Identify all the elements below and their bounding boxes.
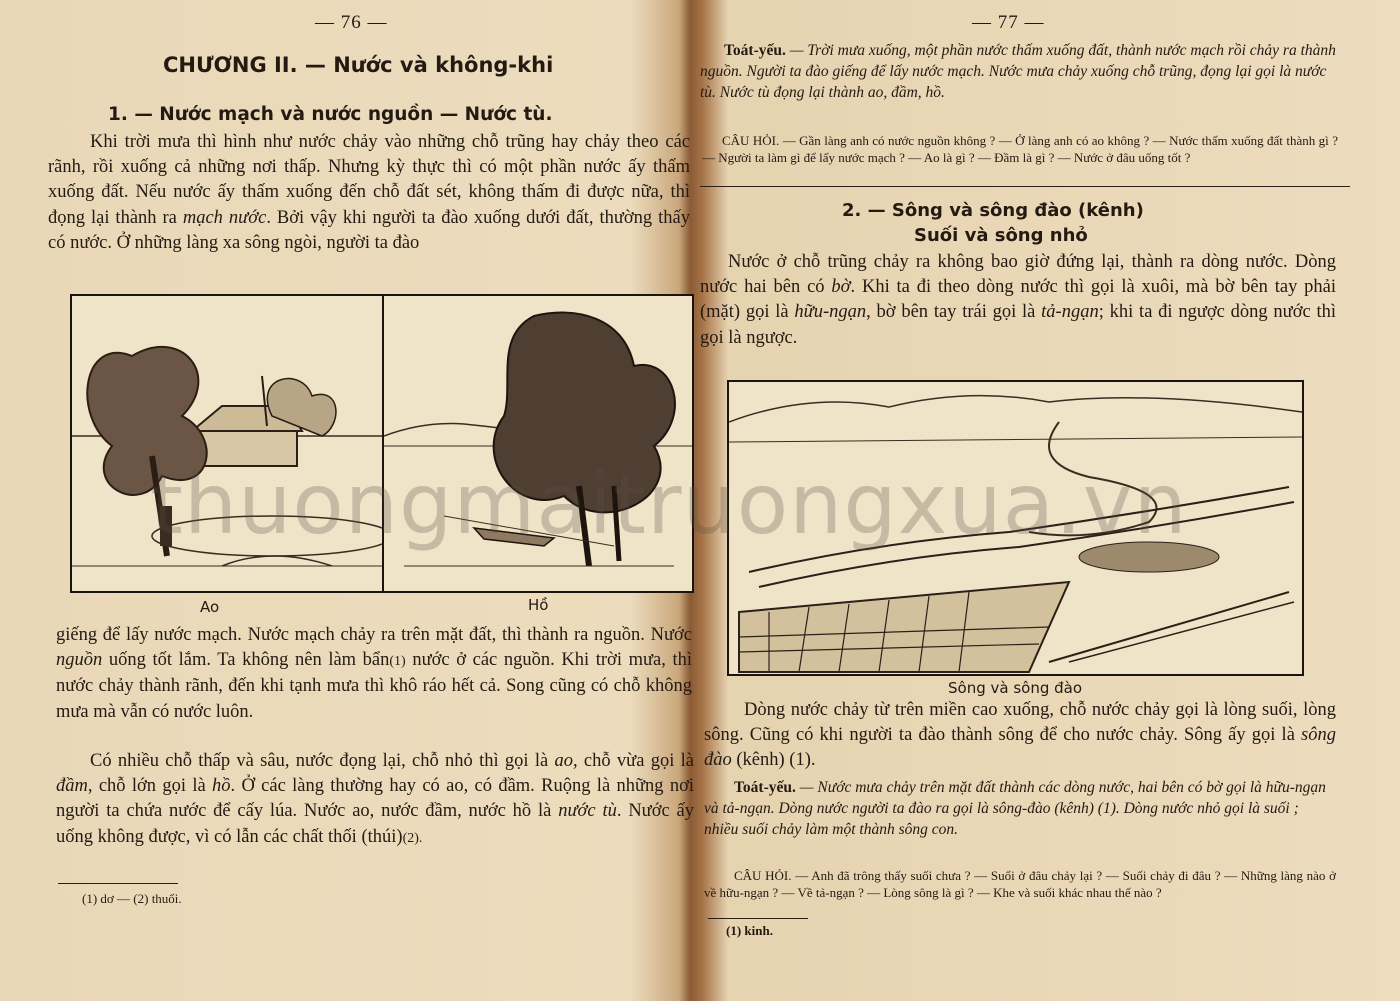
summary bbox=[700, 40, 1336, 103]
summary bbox=[704, 777, 1336, 840]
summary-text: — Nước mưa chảy trên mặt đất thành các dòng nước, hai bên có bờ gọi là hữu-ngạn và tả-ngạn. Dòng nước người ta đào ra gọi là sông-đào (kênh) (1). Dòng nước nhỏ gọi là suối ; nhiều suối chảy làm một thành sông con. bbox=[704, 779, 1326, 838]
summary-label: Toát-yếu. bbox=[724, 42, 786, 59]
summary-label: Toát-yếu. bbox=[734, 779, 796, 796]
footnote-rule bbox=[58, 883, 178, 884]
text: , chỗ lớn gọi là bbox=[87, 776, 213, 797]
text: giếng để lấy nước mạch. Nước mạch chảy ra trên mặt đất, thì thành ra nguồn. Nước bbox=[56, 625, 692, 645]
text: , chỗ vừa gọi là bbox=[573, 751, 694, 771]
watermark-text: thuongmaitruongxua.vn bbox=[150, 455, 1188, 553]
text: . Bởi vậy khi người ta đào xuống dưới đất, thường thấy có nước. Ở những làng xa sông ngòi, người ta đào bbox=[48, 207, 690, 253]
term: đầm bbox=[56, 776, 88, 797]
paragraph bbox=[56, 623, 692, 725]
text: , bờ bên tay trái gọi là bbox=[866, 302, 1042, 323]
paragraph bbox=[48, 130, 690, 256]
text: ; khi ta đi ngược dòng nước thì gọi là ngược. bbox=[700, 302, 1336, 348]
figure-caption: Ao bbox=[200, 598, 220, 616]
chapter-title: CHƯƠNG II. — Nước và không-khi bbox=[163, 53, 554, 77]
term: bờ bbox=[831, 277, 851, 298]
figure-caption: Sông và sông đào bbox=[948, 679, 1083, 697]
term: hữu-ngạn bbox=[794, 302, 867, 323]
footnote: (1) kinh. bbox=[726, 923, 773, 938]
term: sông đào bbox=[704, 725, 1336, 771]
text: nước ở các nguồn. Khi trời mưa, thì nước chảy thành rãnh, đến khi tạnh mưa thì khô ráo hết cả. Song cũng có chỗ không mưa mà vẫn có nước luôn. bbox=[56, 650, 692, 722]
text: Có nhiều chỗ thấp và sâu, nước đọng lại, chỗ nhỏ thì gọi là bbox=[90, 751, 555, 771]
footnote: (1) dơ — (2) thuối. bbox=[82, 891, 182, 906]
term: hồ bbox=[212, 776, 231, 797]
section-divider bbox=[700, 186, 1350, 187]
text: . Ở các làng thường hay có ao, có đầm. Ruộng là những nơi người ta chứa nước để cấy lúa. Nước ao, nước đầm, nước hồ là bbox=[56, 776, 695, 822]
term: nguồn bbox=[56, 650, 103, 671]
text: uống tốt lắm. Ta không nên làm bẩn bbox=[102, 650, 390, 671]
section-subtitle: Suối và sông nhỏ bbox=[914, 225, 1088, 246]
paragraph bbox=[704, 698, 1336, 774]
text: Dòng nước chảy từ trên miền cao xuống, chỗ nước chảy gọi là lòng suối, lòng sông. Cũng có khi người ta đào thành sông để cho nước chảy. Sông ấy gọi là bbox=[704, 700, 1336, 746]
paragraph bbox=[700, 250, 1336, 351]
page-number: — 76 — bbox=[315, 12, 388, 33]
footnote-rule bbox=[708, 918, 808, 919]
section-title: 1. — Nước mạch và nước nguồn — Nước tù. bbox=[108, 104, 553, 125]
text: Khi trời mưa thì hình như nước chảy vào những chỗ trũng hay chảy theo các rãnh, rồi xuống cả những nơi thấp. Nhưng kỳ thực thì có một phần nước ấy thấm xuống đất. Nếu nước ấy thấm xuống đến chỗ đất sét, không thấm đi được nữa, thì đọng lại thành ra bbox=[48, 132, 690, 228]
questions: CÂU HỎI. — Gần làng anh có nước nguồn không ? — Ở làng anh có ao không ? — Nước thấm xuống đất thành gì ? — Người ta làm gì để lấy nước mạch ? — Ao là gì ? — Đầm là gì ? — Nước ở đâu uống tốt ? bbox=[702, 133, 1338, 165]
footnote-ref: (2). bbox=[402, 830, 423, 846]
term: nước tù bbox=[558, 801, 617, 822]
text: (kênh) (1). bbox=[731, 750, 816, 771]
footnote-ref: (1) bbox=[389, 654, 406, 670]
text: Nước ở chỗ trũng chảy ra không bao giờ đứng lại, thành ra dòng nước. Dòng nước hai bên có bbox=[700, 252, 1336, 298]
figure-caption: Hồ bbox=[528, 596, 549, 614]
term: ao bbox=[554, 751, 573, 771]
text: . Nước ấy uống không được, vì có lẫn các chất thối (thúi) bbox=[56, 801, 695, 847]
term: tả-ngạn bbox=[1041, 302, 1099, 323]
section-title: 2. — Sông và sông đào (kênh) bbox=[842, 200, 1144, 221]
paragraph bbox=[56, 749, 694, 851]
page-number: — 77 — bbox=[972, 12, 1045, 33]
summary-text: — Trời mưa xuống, một phần nước thấm xuống đất, thành nước mạch rồi chảy ra thành nguồn. Người ta đào giếng để lấy nước mạch. Nước mưa chảy xuống chỗ trũng, đọng lại gọi là nước tù. Nước tù đọng lại thành ao, đầm, hồ. bbox=[700, 42, 1336, 101]
questions: CÂU HỎI. — Anh đã trông thấy suối chưa ? — Suối ở đâu chảy lại ? — Suối chảy đi đâu ? — Những làng nào ở về hữu-ngạn ? — Về tả-ngạn ? — Lòng sông là gì ? — Khe và suối khác nhau thế nào ? bbox=[704, 868, 1336, 900]
term: mạch nước bbox=[182, 207, 267, 228]
text: . Khi ta đi theo dòng nước thì gọi là xuôi, mà bờ bên tay phải (mặt) gọi là bbox=[700, 277, 1337, 323]
